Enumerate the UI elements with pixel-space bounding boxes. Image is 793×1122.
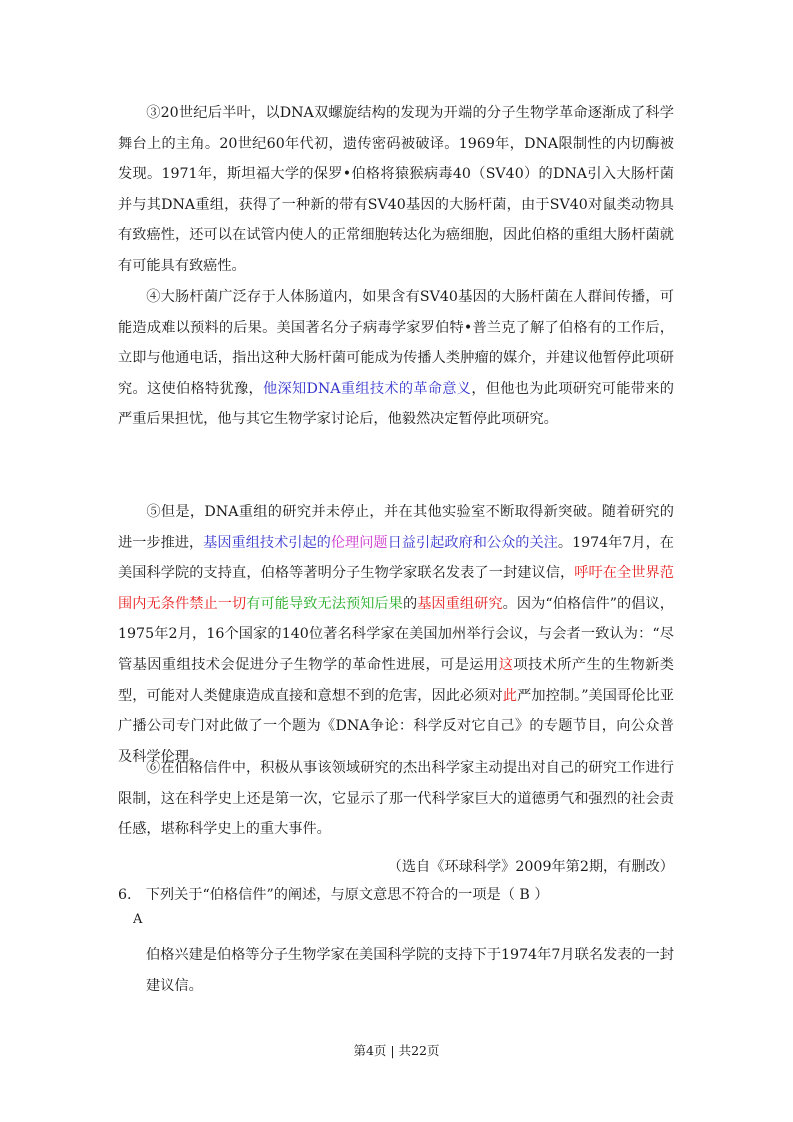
question-6: 6. 下列关于“伯格信件”的阐述，与原文意思不符合的一项是（ B ）: [118, 887, 549, 903]
highlight-public-attention: 日益引起政府和公众的关注: [387, 534, 558, 551]
source-citation: （选自《环球科学》2009年第2期，有删改）: [387, 859, 674, 875]
paragraph-5: [118, 497, 674, 772]
paragraph-3-text: ③20世纪后半叶，以DNA双螺旋结构的发现为开端的分子生物学革命逐渐成了科学舞台上的主角。20世纪60年代初，遗传密码被破译。1969年，DNA限制性的内切酶被发现。1971年，斯坦福大学的保罗•伯格将猿猴病毒40（SV40）的DNA引入大肠杆菌并与其DNA重组，获得了一种新的带有SV40基因的大肠杆菌，由于SV40对鼠类动物具有致癌性，还可以在试管内使人的正常细胞转达化为癌细胞，因此伯格的重组大肠杆菌就有可能具有致癌性。: [118, 105, 674, 274]
highlight-unknown-consequences: 有可能导致无法预知后果: [246, 595, 403, 612]
paragraph-5-text-e: 。1974年7月，在美国科学院的支持直，伯格等著明分子生物学家联名发表了一封建议信，: [118, 534, 674, 582]
highlight-gene-tech: 基因重组技术引起的: [203, 534, 331, 551]
highlight-this-2: 此: [502, 687, 518, 704]
paragraph-5-text-a: ⑤但是，DNA重组的研究并未停止，并在其他实验室不断取得新突破。随着研究的进一步推进，: [118, 504, 674, 551]
paragraph-6-text: ⑥在伯格信件中，积极从事该领域研究的杰出科学家主动提出对自己的研究工作进行限制，这在科学史上还是第一次，它显示了那一代科学家巨大的道德勇气和强烈的社会责任感，堪称科学史上的重大事件。: [118, 760, 674, 838]
paragraph-4-text-c: ，但他也为此项研究可能带来的严重后果担忧，他与其它生物学家讨论后，他毅然决定暂停此项研究。: [118, 380, 674, 428]
paragraph-4: [118, 282, 674, 435]
paragraph-5-text-h: 的: [402, 595, 418, 612]
paragraph-5-text-l: 项技术所产生的生物新类型，可能对人类健康造成直接和意想不到的危害，因此必须对: [118, 656, 674, 704]
paragraph-6: [118, 753, 674, 845]
highlight-ban-call: 呼吁在全世界范围内无条件禁止一切: [118, 565, 674, 612]
highlight-ethics: 伦理问题: [330, 534, 388, 551]
highlight-this-1: 这: [498, 656, 514, 673]
highlight-gene-research: 基因重组研究: [417, 595, 503, 612]
paragraph-5-text-n: 严加控制。”美国哥伦比亚广播公司专门对此做了一个题为《DNA争论：科学反对它自己》的专题节目，向公众普及科学伦理。: [118, 687, 674, 765]
paragraph-3: [118, 98, 674, 282]
page-footer: 第4页 | 共22页: [353, 1043, 440, 1058]
option-a-text: 伯格兴建是伯格等分子生物学家在美国科学院的支持下于1974年7月联名发表的一封建议信。: [146, 947, 674, 994]
paragraph-4-text-a: ④大肠杆菌广泛存于人体肠道内，如果含有SV40基因的大肠杆菌在人群间传播，可能造成难以预料的后果。美国著名分子病毒学家罗伯特•普兰克了解了伯格有的工作后，立即与他通电话，指出这种大肠杆菌可能成为传播人类肿瘤的媒介，并建议他暂停此项研究。这使伯格特犹豫，: [118, 289, 674, 397]
paragraph-5-text-j: 。因为“伯格信件”的倡议，1975年2月，16个国家的140位著名科学家在美国加州举行会议，与会者一致认为：“尽管基因重组技术会促进分子生物学的革命性进展，可是运用: [118, 595, 674, 673]
option-a-label: A: [133, 912, 143, 927]
highlight-revolution-meaning: 他深知DNA重组技术的革命意义: [262, 380, 472, 397]
